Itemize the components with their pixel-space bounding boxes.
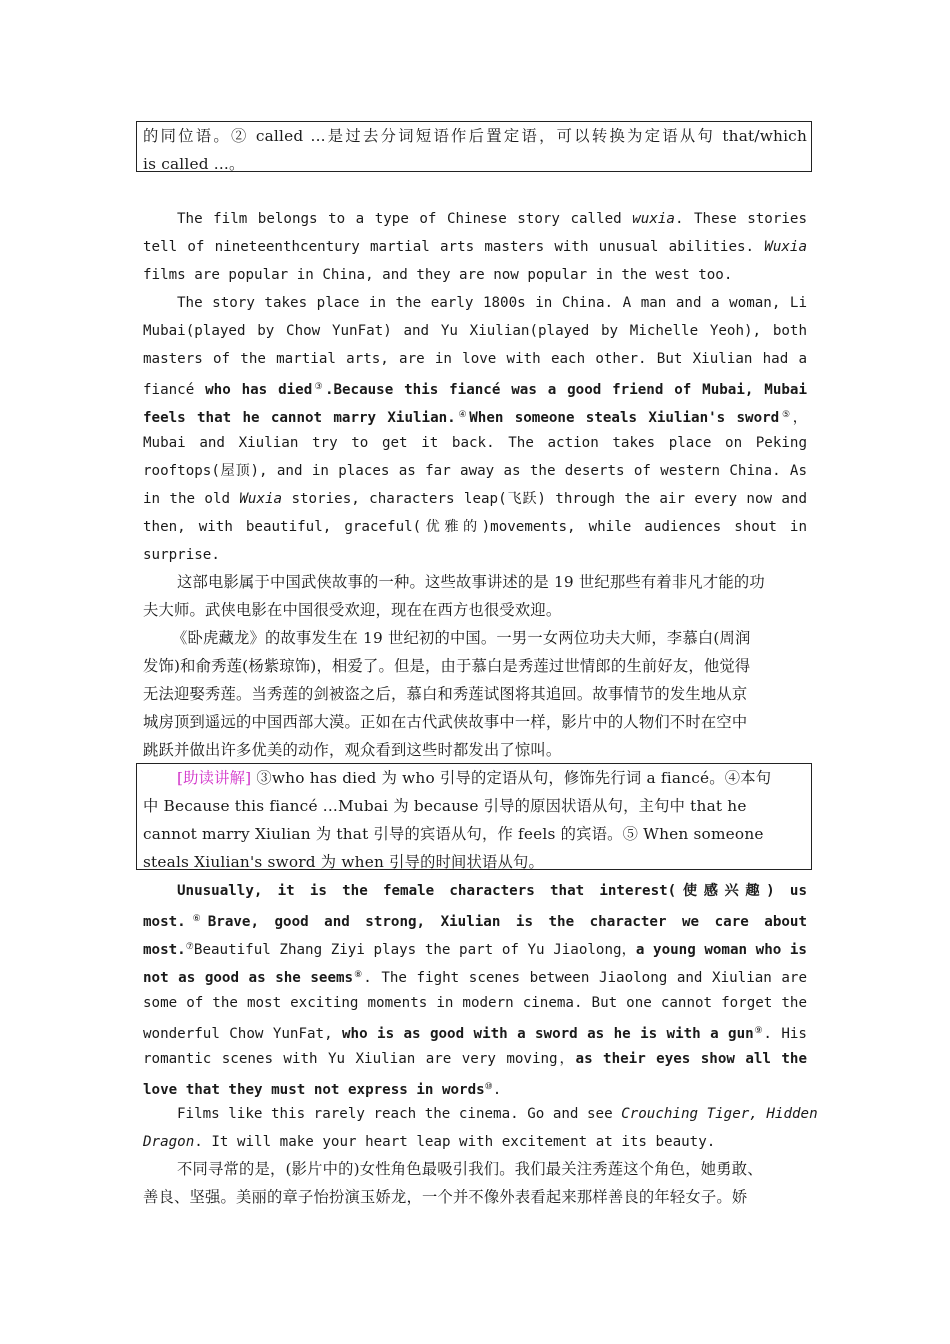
passage-line: wonderful Chow YunFat, who is as good with a sword as he is with a gun⑨. His [143, 1026, 807, 1042]
passage-line: romantic scenes with Yu Xiulian are very moving，as their eyes show all the [143, 1051, 807, 1067]
passage-line: fiancé who has died③.Because this fiancé was a good friend of Mubai, Mubai [143, 382, 807, 398]
passage-line: Mubai and Xiulian try to get it back. The action takes place on Peking [143, 435, 807, 451]
passage-line: tell of nineteenthcentury martial arts masters with unusual abilities. Wuxia [143, 239, 807, 255]
translation-line: 无法迎娶秀莲。当秀莲的剑被盗之后，慕白和秀莲试图将其追回。故事情节的发生地从京 [143, 685, 748, 703]
passage-line: The film belongs to a type of Chinese story called wuxia. These stories [177, 211, 807, 227]
passage-line: Mubai(played by Chow YunFat) and Yu Xiulian(played by Michelle Yeoh), both [143, 323, 807, 339]
note-line: cannot marry Xiulian 为 that 引导的宾语从句，作 feels 的宾语。⑤ When someone [143, 825, 764, 843]
translation-line: 城房顶到遥远的中国西部大漠。正如在古代武侠故事中一样，影片中的人物们不时在空中 [143, 713, 748, 731]
passage-line: most.⑦Beautiful Zhang Ziyi plays the part of Yu Jiaolong，a young woman who is [143, 942, 807, 958]
passage-line: love that they must not express in words⑩. [143, 1082, 502, 1098]
passage-line: The story takes place in the early 1800s in China. A man and a woman, Li [177, 295, 807, 311]
translation-line: 跳跃并做出许多优美的动作，观众看到这些时都发出了惊叫。 [143, 741, 562, 759]
translation-line: 这部电影属于中国武侠故事的一种。这些故事讲述的是 19 世纪那些有着非凡才能的功 [177, 573, 765, 591]
reading-guide-tag: [助读讲解] [177, 769, 252, 787]
translation-line: 善良、坚强。美丽的章子怡扮演玉娇龙，一个并不像外表看起来那样善良的年轻女子。娇 [143, 1188, 748, 1206]
note-line: steals Xiulian's sword 为 when 引导的时间状语从句。 [143, 853, 545, 871]
passage-line: then, with beautiful, graceful(优雅的)movements, while audiences shout in [143, 519, 807, 535]
note-line: [助读讲解] ③who has died 为 who 引导的定语从句，修饰先行词 a fiancé。④本句 [177, 769, 772, 787]
passage-line: rooftops(屋顶), and in places as far away as the deserts of western China. As [143, 463, 807, 479]
passage-line: some of the most exciting moments in modern cinema. But one cannot forget the [143, 995, 807, 1011]
passage-line: feels that he cannot marry Xiulian.④When someone steals Xiulian's sword⑤， [143, 410, 807, 426]
note-line: 中 Because this fiancé ...Mubai 为 because 引导的原因状语从句，主句中 that he [143, 797, 747, 815]
passage-line: Unusually, it is the female characters that interest(使感兴趣) us [177, 883, 807, 899]
passage-line: surprise. [143, 547, 220, 563]
passage-line: in the old Wuxia stories, characters leap(飞跃) through the air every now and [143, 491, 808, 507]
translation-line: 夫大师。武侠电影在中国很受欢迎，现在在西方也很受欢迎。 [143, 601, 562, 619]
passage-line: Films like this rarely reach the cinema. Go and see Crouching Tiger, Hidden [177, 1106, 818, 1122]
translation-line: 不同寻常的是，(影片中的)女性角色最吸引我们。我们最关注秀莲这个角色，她勇敢、 [177, 1160, 763, 1178]
passage-line: masters of the martial arts, are in love with each other. But Xiulian had a [143, 351, 807, 367]
passage-line: films are popular in China, and they are now popular in the west too. [143, 267, 733, 283]
translation-line: 发饰)和俞秀莲(杨紫琼饰)，相爱了。但是，由于慕白是秀莲过世情郎的生前好友，他觉得 [143, 657, 751, 675]
note-line: 的同位语。② called ...是过去分词短语作后置定语，可以转换为定语从句 that/which [143, 127, 807, 145]
passage-line: not as good as she seems⑧. The fight scenes between Jiaolong and Xiulian are [143, 970, 807, 986]
passage-line: Dragon. It will make your heart leap with excitement at its beauty. [143, 1134, 716, 1150]
note-line: is called ...。 [143, 155, 245, 173]
passage-line: most.⑥Brave, good and strong, Xiulian is the character we care about [143, 914, 807, 930]
translation-line: 《卧虎藏龙》的故事发生在 19 世纪初的中国。一男一女两位功夫大师，李慕白(周润 [172, 629, 751, 647]
